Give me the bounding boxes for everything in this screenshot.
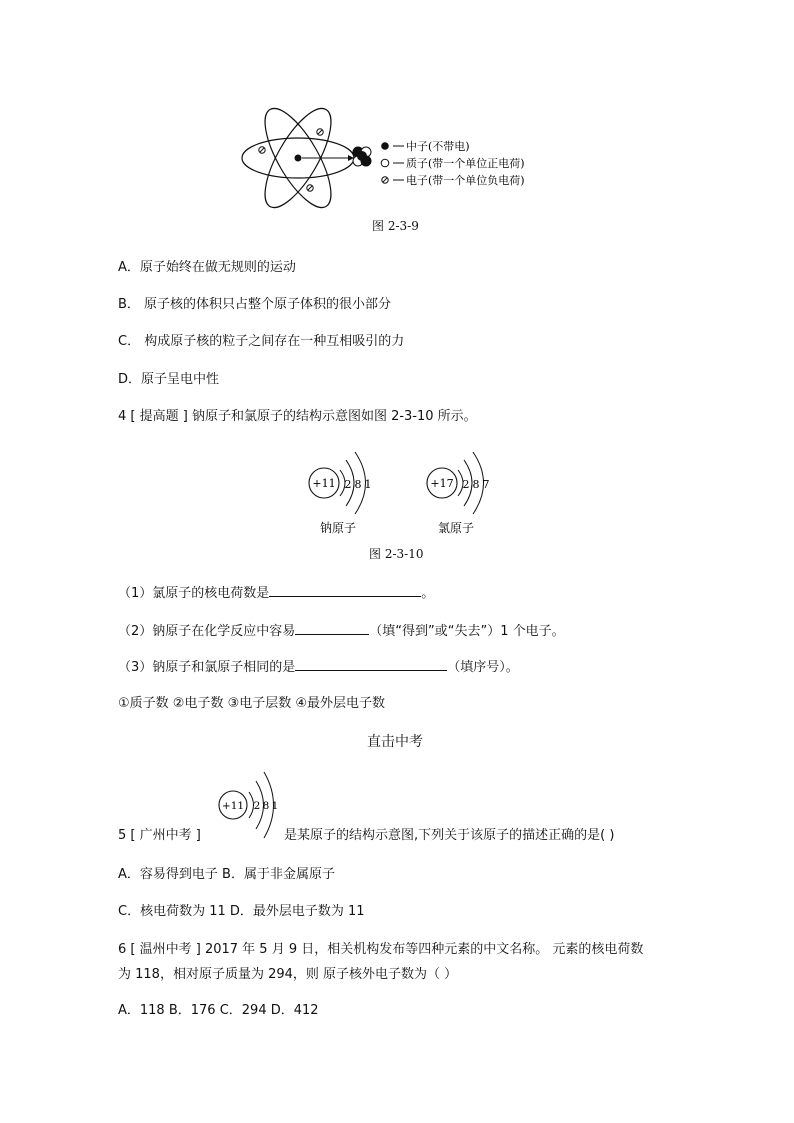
answer-blank-2[interactable] [295, 622, 369, 635]
option-b: B． 原子核的体积只占整个原子体积的很小部分 [118, 297, 392, 312]
question-4-sub-3: （3）钠原子和氯原子相同的是 （填序号）。 [118, 660, 519, 675]
question-5-prefix: 5 [ 广州中考 ] [118, 828, 201, 843]
option-c: C． 构成原子核的粒子之间存在一种互相吸引的力 [118, 334, 405, 349]
answer-blank-3[interactable] [295, 658, 447, 671]
question-4-sub-1: （1）氯原子的核电荷数是 。 [118, 586, 435, 601]
q5-shell-3: 1 [271, 800, 279, 812]
chlorine-diagram [427, 452, 490, 535]
question-6-line-1: 6 [ 温州中考 ] 2017 年 5 月 9 日，相关机构发布等四种元素的中文名称。 元素的核电荷数 [118, 942, 644, 957]
sodium-shell-1: 2 [344, 478, 352, 491]
question-4-choices: ①质子数 ②电子数 ③电子层数 ④最外层电子数 [118, 696, 386, 711]
q5-nucleus: +11 [221, 800, 245, 812]
option-d: D．原子呈电中性 [118, 372, 220, 387]
atom-model-figure [240, 100, 560, 218]
question-4-sub-2: （2）钠原子在化学反应中容易 （填“得到”或“失去”）1 个电子。 [118, 624, 565, 639]
figure-caption-2-3-10: 图 2-3-10 [369, 547, 424, 561]
sodium-diagram [309, 452, 372, 535]
question-5-options-ab: A．容易得到电子 B．属于非金属原子 [118, 867, 335, 882]
legend [381, 139, 524, 187]
nucleus-cluster [353, 147, 371, 166]
chlorine-shell-1: 2 [462, 478, 470, 491]
option-a: A．原子始终在做无规则的运动 [118, 260, 296, 275]
sodium-label: 钠原子 [319, 521, 357, 535]
chlorine-shell-3: 7 [482, 478, 490, 491]
sodium-shell-3: 1 [364, 478, 372, 491]
q5-shell-1: 2 [253, 800, 261, 812]
legend-neutron: 中子(不带电) [406, 140, 470, 153]
proton-icon [381, 159, 389, 167]
question-6-options: A．118 B．176 C．294 D．412 [118, 1003, 319, 1018]
sodium-nucleus: +11 [312, 477, 336, 490]
chlorine-shell-2: 8 [472, 478, 480, 491]
neutron-icon [381, 142, 389, 150]
chlorine-nucleus: +17 [430, 477, 454, 490]
nucleus-dot [295, 155, 302, 162]
q5-shell-2: 8 [262, 800, 270, 812]
legend-electron: 电子(带一个单位负电荷) [406, 174, 525, 187]
atom-structure-figure [300, 448, 510, 542]
chlorine-label: 氯原子 [437, 521, 475, 535]
section-title: 直击中考 [367, 734, 423, 750]
sodium-shell-2: 8 [354, 478, 362, 491]
answer-blank-1[interactable] [269, 584, 421, 597]
legend-proton: 质子(带一个单位正电荷) [406, 157, 525, 170]
question-5-options-cd: C．核电荷数为 11 D．最外层电子数为 11 [118, 904, 365, 919]
question-6-line-2: 为 118，相对原子质量为 294，则 原子核外电子数为（ ） [118, 967, 458, 982]
q5-atom-diagram [216, 770, 284, 840]
question-5-stem: 是某原子的结构示意图,下列关于该原子的描述正确的是( ) [284, 828, 615, 843]
question-4-stem: 4 [ 提高题 ] 钠原子和氯原子的结构示意图如图 2-3-10 所示。 [118, 409, 477, 424]
figure-caption-2-3-9: 图 2-3-9 [372, 219, 419, 233]
